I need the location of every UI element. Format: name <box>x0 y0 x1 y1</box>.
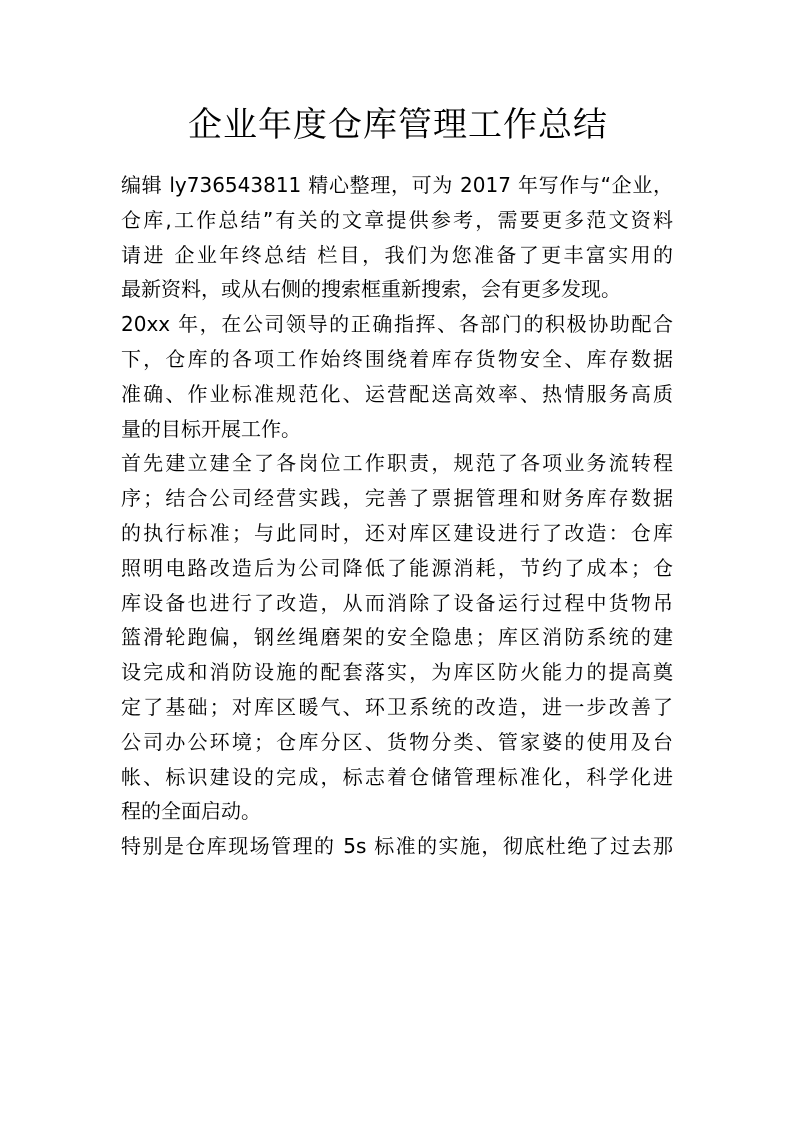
text-line: 的执行标准；与此同时，还对库区建设进行了改造：仓库 <box>121 520 673 545</box>
text-line: 编辑 ly736543811 精心整理，可为 2017 年写作与“企业， <box>121 173 673 197</box>
text-line: 库设备也进行了改造，从而消除了设备运行过程中货物吊 <box>121 590 673 615</box>
paragraph-intro <box>121 168 673 307</box>
text-line: 程的全面启动。 <box>121 799 261 824</box>
text-line: 帐、标识建设的完成，标志着仓储管理标准化，科学化进 <box>121 764 673 789</box>
text-line: 仓库,工作总结”有关的文章提供参考，需要更多范文资料 <box>121 207 673 232</box>
document-title: 企业年度仓库管理工作总结 <box>188 105 608 145</box>
paragraph-overview <box>121 307 673 446</box>
text-line: 设完成和消防设施的配套落实，为库区防火能力的提高奠 <box>121 660 673 685</box>
text-line: 首先建立建全了各岗位工作职责，规范了各项业务流转程 <box>121 451 673 476</box>
text-line: 序；结合公司经营实践，完善了票据管理和财务库存数据 <box>121 486 673 511</box>
text-line: 20xx 年，在公司领导的正确指挥、各部门的积极协助配合 <box>121 312 673 337</box>
document-body <box>121 168 673 864</box>
text-line: 定了基础；对库区暖气、环卫系统的改造，进一步改善了 <box>121 694 673 719</box>
text-line: 篮滑轮跑偏，钢丝绳磨架的安全隐患；库区消防系统的建 <box>121 625 673 650</box>
text-line: 请进 企业年终总结 栏目，我们为您准备了更丰富实用的 <box>121 242 673 267</box>
text-line: 公司办公环境；仓库分区、货物分类、管家婆的使用及台 <box>121 729 673 754</box>
text-line: 准确、作业标准规范化、运营配送高效率、热情服务高质 <box>121 381 673 406</box>
text-line: 量的目标开展工作。 <box>121 416 301 441</box>
text-line: 特别是仓库现场管理的 5s 标准的实施，彻底杜绝了过去那 <box>121 834 673 859</box>
paragraph-measures <box>121 446 673 829</box>
text-line: 最新资料，或从右侧的搜索框重新搜索，会有更多发现。 <box>121 277 621 302</box>
text-line: 下，仓库的各项工作始终围绕着库存货物安全、库存数据 <box>121 346 673 371</box>
paragraph-5s <box>121 829 673 864</box>
text-line: 照明电路改造后为公司降低了能源消耗，节约了成本；仓 <box>121 555 673 580</box>
